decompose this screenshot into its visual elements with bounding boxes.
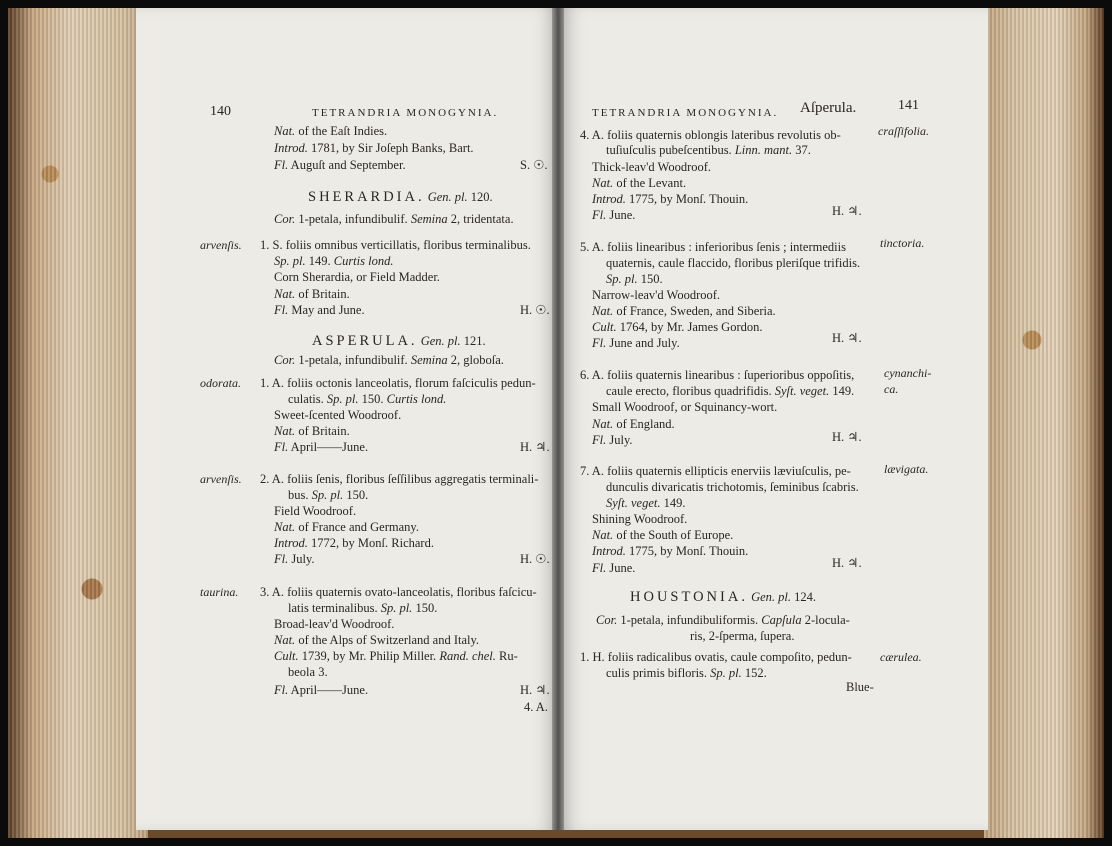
text-line: 5. A. foliis linearibus : inferioribus ſenis ; intermediis (580, 240, 846, 254)
genus-heading: ASPERULA. Gen. pl. 121. (312, 333, 486, 349)
species-margin-name: craſſifolia. (878, 124, 929, 138)
text-line: 4. A. foliis quaternis oblongis lateribus revolutis ob- (580, 128, 841, 142)
book-gutter (552, 8, 564, 830)
text-line: H. ♃. (832, 204, 862, 218)
text-line: H. ♃. (832, 331, 862, 345)
text-line: 1. H. foliis radicalibus ovatis, caule compoſito, pedun- (580, 650, 852, 664)
species-margin-name: odorata. (200, 376, 242, 390)
text-line: Fl. June. (592, 561, 636, 575)
text-line: Corn Sherardia, or Field Madder. (274, 270, 440, 284)
text-line: Fl. July. (274, 552, 315, 566)
text-line: dunculis divaricatis trichotomis, ſeminibus ſcabris. (606, 480, 859, 494)
text-line: tuſiuſculis pubeſcentibus. Linn. mant. 37. (606, 143, 811, 157)
species-margin-name: cynanchi- (884, 366, 932, 380)
text-line: Field Woodroof. (274, 504, 357, 518)
text-line: Blue- (846, 680, 874, 694)
text-line: Cult. 1739, by Mr. Philip Miller. Rand. chel. Ru- (274, 649, 518, 663)
text-line: Fl. April——June. (274, 683, 369, 697)
species-margin-name: arvenſis. (200, 238, 242, 252)
text-line: H. ☉. (520, 552, 550, 566)
text-line: 4. A. (524, 700, 548, 714)
text-line: Sweet-ſcented Woodroof. (274, 408, 402, 422)
genus-heading: HOUSTONIA. Gen. pl. 124. (630, 589, 817, 605)
text-line: H. ☉. (520, 303, 550, 317)
right-page-number: 141 (898, 98, 919, 113)
right-running-head-genus: Aſperula. (800, 100, 857, 116)
text-line: 7. A. foliis quaternis ellipticis enerviis læviuſculis, pe- (580, 464, 851, 478)
text-line: Syſt. veget. 149. (606, 496, 686, 510)
text-line: Cor. 1-petala, infundibuliformis. Capſula 2-locula- (596, 613, 850, 627)
text-line: Introd. 1775, by Monſ. Thouin. (592, 544, 749, 558)
text-line: H. ♃. (832, 430, 862, 444)
text-line: beola 3. (288, 665, 328, 679)
text-line: 2. A. foliis ſenis, floribus ſeſſilibus aggregatis terminali- (260, 472, 539, 486)
right-page-edges (984, 8, 1104, 838)
text-line: Shining Woodroof. (592, 512, 688, 526)
text-line: H. ♃. (520, 440, 550, 454)
text-line: Sp. pl. 149. Curtis lond. (274, 254, 394, 268)
text-line: Nat. of the South of Europe. (592, 528, 734, 542)
text-line: Narrow-leav'd Woodroof. (592, 288, 721, 302)
text-line: Sp. pl. 150. (606, 272, 663, 286)
text-line: Cult. 1764, by Mr. James Gordon. (592, 320, 763, 334)
text-line: H. ♃. (520, 683, 550, 697)
left-page-edges (8, 8, 148, 838)
species-margin-name: taurina. (200, 585, 239, 599)
text-line: Thick-leav'd Woodroof. (592, 160, 712, 174)
text-line: Fl. June. (592, 208, 636, 222)
text-line: Cor. 1-petala, infundibulif. Semina 2, globoſa. (274, 353, 504, 367)
text-line: Nat. of Britain. (274, 287, 350, 301)
genus-heading: SHERARDIA. Gen. pl. 120. (308, 189, 493, 205)
text-line: caule erecto, floribus quadrifidis. Syſt. veget. 149. (606, 384, 855, 398)
text-line: Introd. 1781, by Sir Joſeph Banks, Bart. (274, 141, 474, 155)
text-line: Broad-leav'd Woodroof. (274, 617, 395, 631)
text-line: Fl. May and June. (274, 303, 365, 317)
text-line: Fl. June and July. (592, 336, 680, 350)
text-line: Introd. 1775, by Monſ. Thouin. (592, 192, 749, 206)
text-line: culis primis bifloris. Sp. pl. 152. (606, 666, 767, 680)
text-line: Fl. April——June. (274, 440, 369, 454)
left-page-number: 140 (210, 104, 231, 119)
text-line: Nat. of England. (592, 417, 675, 431)
text-line: culatis. Sp. pl. 150. Curtis lond. (288, 392, 447, 406)
text-line: Cor. 1-petala, infundibulif. Semina 2, tridentata. (274, 212, 514, 226)
text-line: 1. A. foliis octonis lanceolatis, florum faſciculis pedun- (260, 376, 536, 390)
text-line: S. ☉. (520, 158, 548, 172)
text-line: Introd. 1772, by Monſ. Richard. (274, 536, 434, 550)
text-line: Nat. of France, Sweden, and Siberia. (592, 304, 776, 318)
species-margin-name: tinctoria. (880, 236, 925, 250)
species-margin-name: arvenſis. (200, 472, 242, 486)
text-line: 3. A. foliis quaternis ovato-lanceolatis, floribus faſcicu- (260, 585, 537, 599)
text-line: Nat. of Britain. (274, 424, 350, 438)
text-line: quaternis, caule flaccido, floribus pleriſque trifidis. (606, 256, 861, 270)
text-line: Fl. July. (592, 433, 633, 447)
species-margin-name: cærulea. (880, 650, 922, 664)
text-line: Nat. of the Levant. (592, 176, 687, 190)
right-running-head: TETRANDRIA MONOGYNIA. (592, 107, 779, 119)
text-line: 1. S. foliis omnibus verticillatis, floribus terminalibus. (260, 238, 531, 252)
text-line: latis terminalibus. Sp. pl. 150. (288, 601, 438, 615)
text-line: Nat. of the Alps of Switzerland and Italy. (274, 633, 480, 647)
species-margin-name: ca. (884, 382, 899, 396)
text-line: H. ♃. (832, 556, 862, 570)
text-line: Nat. of France and Germany. (274, 520, 419, 534)
text-line: Small Woodroof, or Squinancy-wort. (592, 400, 778, 414)
text-line: Nat. of the Eaſt Indies. (274, 124, 388, 138)
text-line: ris, 2-ſperma, ſupera. (690, 629, 795, 643)
text-line: 6. A. foliis quaternis linearibus : ſuperioribus oppoſitis, (580, 368, 855, 382)
left-running-head: TETRANDRIA MONOGYNIA. (312, 107, 499, 119)
text-line: Fl. Auguſt and September. (274, 158, 406, 172)
text-line: bus. Sp. pl. 150. (288, 488, 369, 502)
species-margin-name: lævigata. (884, 462, 929, 476)
